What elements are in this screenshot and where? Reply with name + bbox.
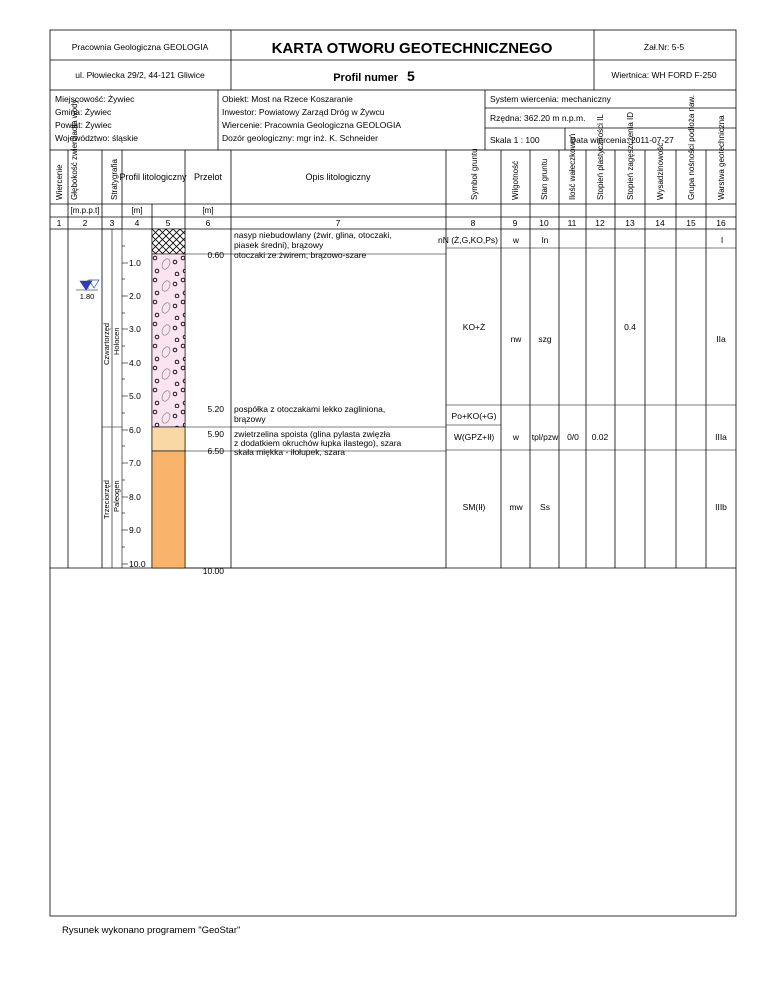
state-value: tpl/pzw: [531, 432, 559, 442]
page-title: KARTA OTWORU GEOTECHNICZNEGO: [271, 40, 553, 57]
column-number: 10: [539, 218, 549, 228]
header-moisture: Wilgotność: [511, 160, 520, 200]
header-soil-symbol: Symbol gruntu: [470, 148, 479, 200]
header-roll-count: Ilość wałeczkowań: [568, 133, 577, 200]
state-value: ln: [541, 235, 549, 245]
roll-count-value: 0/0: [567, 432, 579, 442]
unit-lithology: [m]: [131, 206, 143, 215]
layer-description: nasyp niebudowlany (żwir, glina, otoczaki,: [234, 230, 392, 240]
unit-water-depth: [m.p.p.t]: [70, 206, 100, 215]
depth-label: 6.0: [129, 425, 141, 435]
layer-description: brązowy: [234, 414, 266, 424]
column-numbers-row: [57, 218, 726, 228]
header-lithology-description: Opis litologiczny: [305, 172, 371, 182]
column-number: 2: [82, 218, 88, 228]
column-number: 6: [205, 218, 211, 228]
depth-label: 9.0: [129, 525, 141, 535]
header-frost-heave: Wysadzinowość: [656, 142, 665, 200]
plasticity-value: 0.02: [591, 432, 609, 442]
description-column: [234, 230, 402, 457]
stratigraphy-epoch: Paleogen: [112, 480, 121, 512]
header-plasticity: Stopień plastyczności IL: [596, 114, 605, 200]
geotech-layer-value: IIa: [716, 334, 726, 344]
column-number: 12: [595, 218, 605, 228]
soil-symbol: SM(Ił): [462, 502, 486, 512]
column-number: 8: [470, 218, 476, 228]
moisture-value: nw: [510, 334, 522, 344]
stratigraphy-period: Czwartorzęd: [102, 322, 111, 365]
column-number: 15: [686, 218, 696, 228]
header-compaction: Stopień zagęszczenia ID: [626, 111, 635, 200]
depth-label: 8.0: [129, 492, 141, 502]
depth-label: 1.0: [129, 258, 141, 268]
geotech-layer-value: IIIb: [715, 502, 727, 512]
stratigraphy-period: Trzeciorzęd: [102, 480, 111, 519]
depth-ticks-minor: [122, 246, 125, 547]
layer-description: otoczaki ze żwirem, brązowo-szare: [234, 250, 367, 260]
header-block: [50, 30, 736, 90]
header-interval: Przelot: [193, 172, 223, 182]
stratigraphy-epoch: Holocen: [112, 327, 121, 355]
state-value: Ss: [540, 502, 550, 512]
fill-layer-hatch: [152, 229, 185, 254]
column-number: 11: [567, 218, 577, 228]
drilling-system: System wiercenia: mechaniczny: [490, 94, 611, 104]
location-voivodeship: Województwo: śląskie: [55, 133, 138, 143]
moisture-value: mw: [509, 502, 523, 512]
depth-label: 3.0: [129, 324, 141, 334]
project-supervisor: Dozór geologiczny: mgr inż. K. Schneider: [222, 133, 378, 143]
layer-bottom-depth: 0.60: [207, 250, 224, 260]
sandy-gravel-layer-fill: [152, 427, 185, 451]
moisture-value: w: [512, 432, 520, 442]
layer-description: zwietrzelina spoista (glina pylasta zwięzła: [234, 429, 391, 439]
footer-note: Rysunek wykonano programem "GeoStar": [62, 925, 241, 936]
project-investor: Inwestor: Powiatowy Zarząd Dróg w Żywcu: [222, 107, 385, 117]
stratigraphy-column: [102, 229, 122, 568]
header-drilling: Wiercenie: [55, 164, 64, 200]
column-number: 16: [716, 218, 726, 228]
geotech-layer-value: I: [720, 235, 724, 245]
layer-description: pospółka z otoczakami lekko zagliniona,: [234, 404, 386, 414]
layer-description: skała miękka - iłołupek, szara: [234, 447, 346, 457]
gravel-layer-fill: [152, 254, 185, 427]
compaction-value: 0.4: [624, 322, 636, 332]
depth-label: 2.0: [129, 291, 141, 301]
geotech-layer-value: IIIa: [715, 432, 727, 442]
units-row: [71, 206, 214, 215]
header-lithology-profile: Profil litologiczny: [119, 172, 187, 182]
soil-symbol: W(GPZ+Ił): [453, 432, 495, 442]
log-table: [50, 95, 736, 916]
column-number: 4: [134, 218, 140, 228]
layer-bottom-depth: 5.90: [207, 429, 224, 439]
depth-label: 5.0: [129, 391, 141, 401]
location-commune: Gmina: Żywiec: [55, 107, 112, 117]
lithology-column: [152, 229, 185, 568]
header-bearing-group: Grupa nośności podłoża naw.: [687, 95, 696, 200]
layer-description: piasek średni), brązowy: [234, 240, 324, 250]
drilling-rig: Wiertnica: WH FORD F-250: [611, 70, 717, 80]
column-number: 9: [512, 218, 518, 228]
header-geotech-layer: Warstwa geotechniczna: [717, 115, 726, 200]
depth-label: 4.0: [129, 358, 141, 368]
column-number: 5: [165, 218, 171, 228]
profile-number: 5: [407, 68, 415, 84]
drilling-scale: Skala 1 : 100: [490, 135, 540, 145]
column-number: 7: [335, 218, 341, 228]
drilling-elevation: Rzędna: 362.20 m n.p.m.: [490, 113, 586, 123]
soil-symbol: Po+KO(+G): [451, 411, 497, 421]
depth-label: 7.0: [129, 458, 141, 468]
column-headers: [55, 95, 726, 200]
moisture-value: w: [512, 235, 520, 245]
layer-bottom-depth: 6.50: [207, 446, 224, 456]
lab-address: ul. Płowiecka 29/2, 44-121 Gliwice: [75, 70, 205, 80]
attachment-number: Zał.Nr: 5-5: [643, 42, 685, 52]
parameter-columns: [438, 235, 736, 512]
header-water-depth: [70, 100, 79, 201]
state-value: szg: [538, 334, 552, 344]
column-number: 14: [655, 218, 665, 228]
column-number: 3: [109, 218, 115, 228]
layer-bottom-depth: 5.20: [207, 404, 224, 414]
project-driller: Wiercenie: Pracownia Geologiczna GEOLOGIA: [222, 120, 402, 130]
location-county: Powiat: Żywiec: [55, 120, 112, 130]
header-stratigraphy: Stratygrafia: [110, 159, 119, 200]
project-object: Obiekt: Most na Rzece Koszaranie: [222, 94, 353, 104]
layer-bottom-depth: 10.00: [202, 566, 224, 576]
depth-scale: [122, 229, 146, 569]
lab-name: Pracownia Geologiczna GEOLOGIA: [71, 42, 209, 52]
soft-rock-layer-fill: [152, 451, 185, 568]
soil-symbol: KO+Ż: [462, 322, 486, 332]
depth-label: 10.0: [129, 559, 146, 569]
depth-ticks-major: [122, 263, 128, 564]
location-town: Miejscowość: Żywiec: [55, 94, 135, 104]
header-soil-state: Stan gruntu: [540, 158, 549, 200]
groundwater-level: [76, 280, 99, 301]
water-level-depth: 1.80: [79, 292, 95, 301]
column-number: 13: [625, 218, 635, 228]
soil-symbol: nN (Ż,G,KO,Ps): [438, 235, 498, 245]
column-number: 1: [56, 218, 62, 228]
layer-description: z dodatkiem okruchów łupka ilastego), szara: [234, 438, 402, 448]
drilling-date: Data wiercenia: 2011-07-27: [570, 135, 674, 145]
header-water-depth-text: Głębokość zwierciadła wody: [70, 99, 79, 200]
profile-label: Profil numer: [333, 72, 398, 84]
unit-interval: [m]: [202, 206, 214, 215]
